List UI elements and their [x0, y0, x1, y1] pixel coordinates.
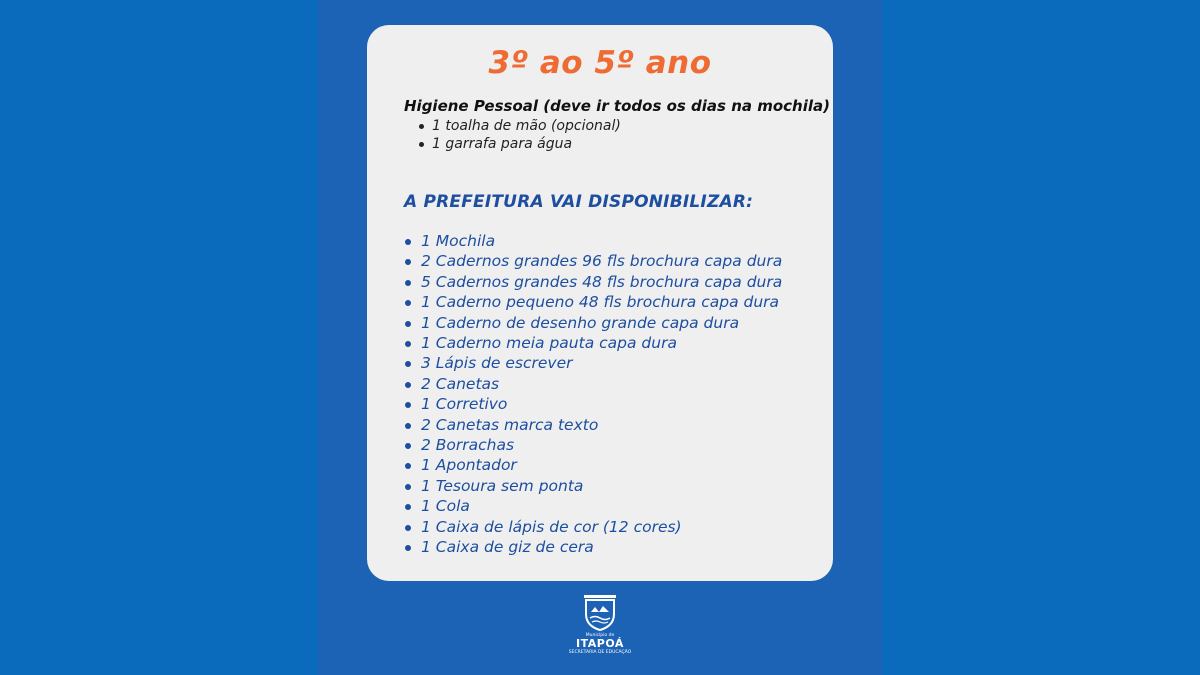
list-item: 1 Caderno meia pauta capa dura — [404, 333, 782, 353]
logo-small-text: Município de — [585, 633, 615, 638]
list-item: 1 Mochila — [404, 231, 782, 251]
itapoa-coat-of-arms-icon — [580, 592, 620, 632]
page-title: 3º ao 5º ano — [488, 45, 712, 81]
itapoa-logo — [560, 592, 640, 662]
list-item: 1 Caderno de desenho grande capa dura — [404, 313, 782, 333]
list-item: 1 Tesoura sem ponta — [404, 476, 782, 496]
logo-subtitle: SECRETARIA DE EDUCAÇÃO — [568, 650, 632, 655]
list-item: 1 garrafa para água — [404, 135, 621, 153]
list-item: 5 Cadernos grandes 48 fls brochura capa dura — [404, 272, 782, 292]
hygiene-heading: Higiene Pessoal (deve ir todos os dias na mochila) — [404, 97, 830, 115]
prefeitura-list — [404, 231, 782, 558]
list-item: 2 Canetas marca texto — [404, 415, 782, 435]
list-item: 3 Lápis de escrever — [404, 353, 782, 373]
list-item: 2 Canetas — [404, 374, 782, 394]
prefeitura-heading: A PREFEITURA VAI DISPONIBILIZAR: — [404, 192, 754, 212]
list-item: 1 Cola — [404, 496, 782, 516]
list-item: 1 Caixa de lápis de cor (12 cores) — [404, 517, 782, 537]
list-item: 1 Caderno pequeno 48 fls brochura capa dura — [404, 292, 782, 312]
list-item: 2 Cadernos grandes 96 fls brochura capa dura — [404, 251, 782, 271]
logo-name: ITAPOÁ — [576, 637, 624, 650]
list-item: 1 Corretivo — [404, 394, 782, 414]
list-item: 1 Caixa de giz de cera — [404, 537, 782, 557]
list-item: 1 Apontador — [404, 455, 782, 475]
list-item: 1 toalha de mão (opcional) — [404, 117, 621, 135]
hygiene-list — [404, 117, 621, 153]
list-item: 2 Borrachas — [404, 435, 782, 455]
school-supplies-card — [367, 25, 833, 581]
